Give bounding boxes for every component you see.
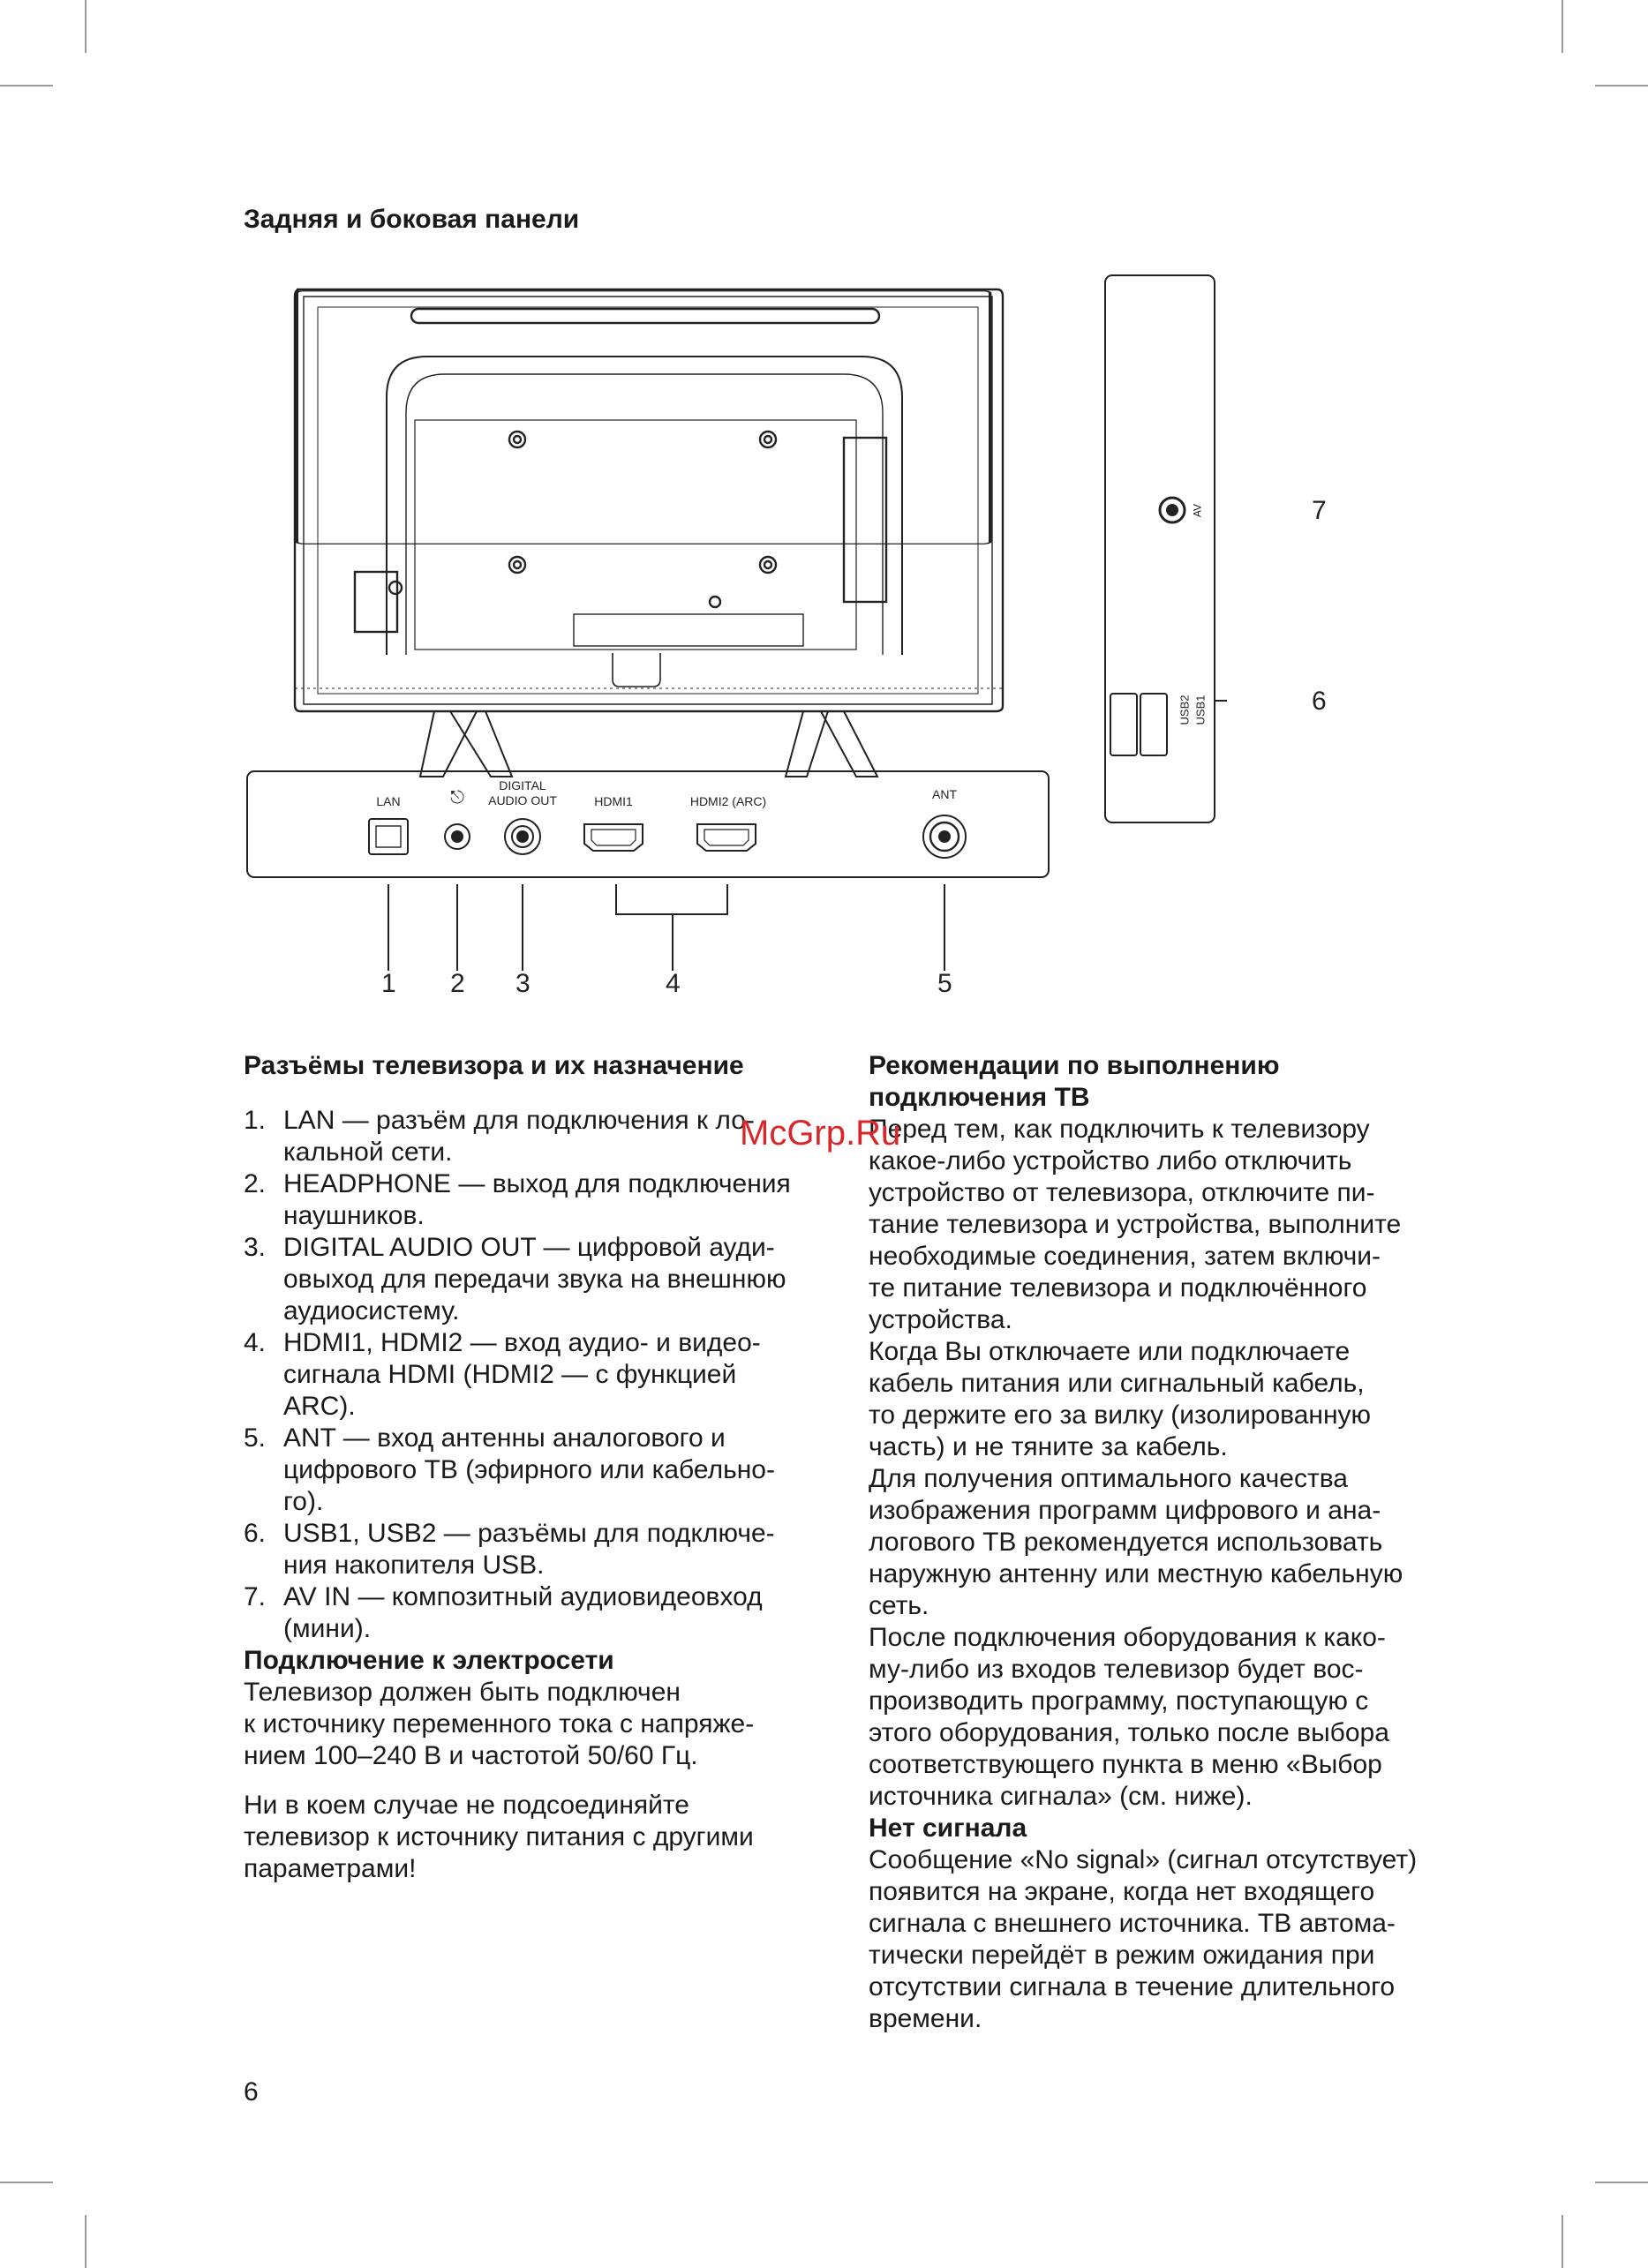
section-title: Задняя и боковая панели <box>244 205 580 234</box>
label-hdmi2: HDMI2 (ARC) <box>689 794 767 808</box>
crop-mark <box>85 2215 87 2268</box>
tv-back-panel-figure <box>238 265 1327 1015</box>
crop-mark <box>1595 2182 1648 2183</box>
callout-1: 1 <box>381 969 396 998</box>
side-panel <box>1105 275 1215 822</box>
list-item: 6. USB1, USB2 — разъёмы для подключе- ния накопителя USB. <box>244 1519 775 1580</box>
recommendations-heading: Рекомендации по выполнению подключения ТВ <box>869 1051 1280 1112</box>
label-usb2: USB2 <box>1178 695 1192 725</box>
power-warning: Ни в коем случае не подсоединяйте телевизор к источнику питания с другими параметрами! <box>244 1791 754 1883</box>
list-item: 4. HDMI1, HDMI2 — вход аудио- и видео- сигнала HDMI (HDMI2 — с функцией ARC). <box>244 1328 761 1421</box>
connectors-heading: Разъёмы телевизора и их назначение <box>244 1051 744 1080</box>
label-usb1: USB1 <box>1193 695 1208 725</box>
page-number: 6 <box>244 2077 259 2107</box>
callout-4: 4 <box>666 969 681 998</box>
label-lan: LAN <box>376 794 401 808</box>
callout-5: 5 <box>937 969 952 998</box>
list-item: 3. DIGITAL AUDIO OUT — цифровой ауди- овыход для передачи звука на внешнюю аудиосистему. <box>244 1233 786 1326</box>
crop-mark <box>0 85 53 86</box>
tv-illustration <box>238 265 1227 1015</box>
power-heading: Подключение к электросети <box>244 1646 614 1675</box>
label-digital-line1: DIGITAL <box>499 778 546 792</box>
list-item: 2. HEADPHONE — выход для подключения наушников. <box>244 1169 791 1230</box>
callout-6: 6 <box>1312 687 1327 716</box>
crop-mark <box>85 0 87 53</box>
usb-port-2 <box>1110 694 1137 755</box>
list-item: 1. LAN — разъём для подключения к ло- кальной сети. <box>244 1106 755 1167</box>
label-digital-line2: AUDIO OUT <box>488 793 557 807</box>
label-hdmi1: HDMI1 <box>594 794 633 808</box>
crop-mark <box>0 2182 53 2183</box>
left-foot <box>420 711 477 777</box>
lan-port <box>369 819 408 854</box>
list-item: 7. AV IN — композитный аудиовидеовход (мини). <box>244 1582 763 1643</box>
recommendation-paragraph: После подключения оборудования к како- му-либо из входов телевизор будет вос- производить программу, поступающую с этого оборудования, только после выбора соответствующего пункта в меню «Выбор источника сигнала» (см. ниже). <box>869 1623 1389 1811</box>
callout-2: 2 <box>450 969 465 998</box>
watermark: McGrp.Ru <box>740 1114 901 1153</box>
crop-mark <box>1561 0 1563 53</box>
headphone-icon: ⎋ <box>450 788 464 807</box>
list-item: 5. ANT — вход антенны аналогового и цифрового ТВ (эфирного или кабельно- го). <box>244 1423 775 1516</box>
recommendation-paragraph: Когда Вы отключаете или подключаете кабель питания или сигнальный кабель, то держите его за вилку (изолированную часть) и не тяните за кабель. <box>869 1337 1372 1461</box>
connectors-list <box>244 1105 853 1645</box>
callout-3: 3 <box>515 969 531 998</box>
hdmi1-port <box>584 824 643 851</box>
label-av: AV <box>1191 503 1204 518</box>
no-signal-text: Сообщение «No signal» (сигнал отсутствует) появится на экране, когда нет входящего сигнала с внешнего источника. ТВ автома- тически перейдёт в режим ожидания при отсутствии сигнала в течение длительного времени. <box>869 1845 1418 2033</box>
hdmi2-port <box>697 824 756 851</box>
label-ant: ANT <box>932 787 957 801</box>
label-digital-audio-out <box>473 778 572 808</box>
vent-slot <box>411 309 879 323</box>
right-column <box>869 1050 1478 2035</box>
right-foot <box>786 711 828 777</box>
crop-mark <box>1595 85 1648 86</box>
power-text: Телевизор должен быть подключен к источнику переменного тока с напряже- нием 100–240 В и частотой 50/60 Гц. <box>244 1678 755 1770</box>
callout-7: 7 <box>1312 496 1327 525</box>
no-signal-heading: Нет сигнала <box>869 1814 1027 1843</box>
left-column <box>244 1050 853 1885</box>
tv-back-outline <box>295 289 1003 711</box>
stand-mount <box>387 357 902 655</box>
recommendation-paragraph: Для получения оптимального качества изображения программ цифрового и ана- логового ТВ рекомендуется использовать наружную антенну или местную кабельную сеть. <box>869 1464 1403 1620</box>
crop-mark <box>1561 2215 1563 2268</box>
usb-port-1 <box>1140 694 1167 755</box>
recommendation-paragraph: Перед тем, как подключить к телевизору какое-либо устройство либо отключить устройство от телевизора, отключите пи- тание телевизора и устройства, выполните необходимые соединения, затем включи- те питание телевизора и подключённого устройства. <box>869 1115 1402 1334</box>
